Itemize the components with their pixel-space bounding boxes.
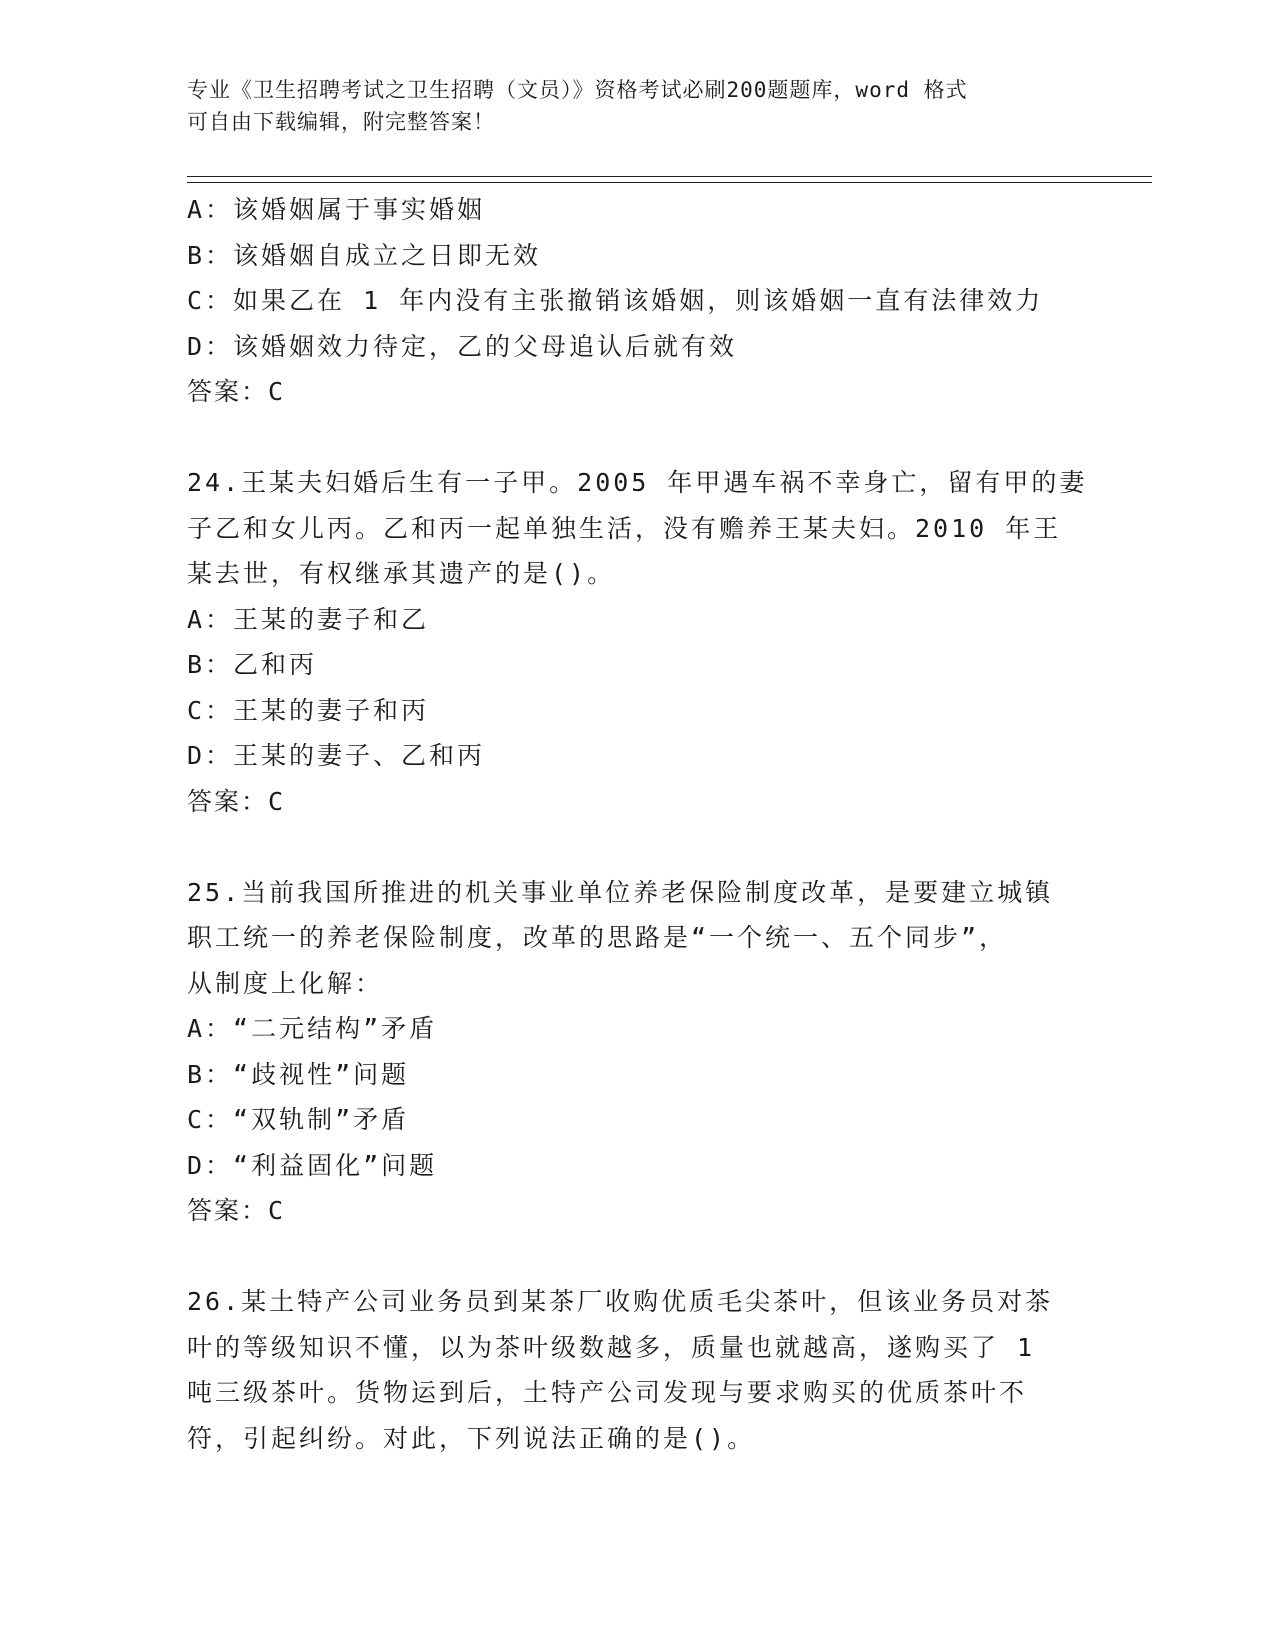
header-divider-top bbox=[187, 176, 1152, 177]
question-stem-line: 从制度上化解： bbox=[187, 968, 384, 998]
question-23 bbox=[187, 187, 1087, 415]
question-stem-line: 子乙和女儿丙。乙和丙一起单独生活，没有赡养王某夫妇。2010 年王 bbox=[187, 513, 1062, 543]
question-stem-line: 24.王某夫妇婚后生有一子甲。2005 年甲遇车祸不幸身亡，留有甲的妻 bbox=[187, 468, 1088, 497]
header-line-1: 专业《卫生招聘考试之卫生招聘（文员）》资格考试必刷200题题库，word 格式 bbox=[187, 78, 968, 102]
option-b: B：乙和丙 bbox=[187, 650, 318, 679]
header-divider-bottom bbox=[187, 182, 1152, 183]
option-a: A：王某的妻子和乙 bbox=[187, 604, 430, 634]
option-b: B：“歧视性”问题 bbox=[187, 1059, 410, 1089]
option-d: D：该婚姻效力待定，乙的父母追认后就有效 bbox=[187, 331, 738, 361]
answer: 答案：C bbox=[187, 377, 286, 406]
document-body bbox=[187, 187, 1087, 1461]
option-a: A：“二元结构”矛盾 bbox=[187, 1014, 438, 1043]
option-d: D：王某的妻子、乙和丙 bbox=[187, 741, 486, 770]
option-c: C：如果乙在 1 年内没有主张撤销该婚姻，则该婚姻一直有法律效力 bbox=[187, 286, 1044, 315]
question-24 bbox=[187, 460, 1087, 824]
question-stem-line: 某去世，有权继承其遗产的是()。 bbox=[187, 559, 616, 588]
option-c: C：“双轨制”矛盾 bbox=[187, 1105, 410, 1134]
answer: 答案：C bbox=[187, 786, 286, 816]
option-c: C：王某的妻子和丙 bbox=[187, 695, 430, 725]
question-stem-line: 职工统一的养老保险制度，改革的思路是“一个统一、五个同步”， bbox=[187, 923, 1008, 952]
question-stem-line: 叶的等级知识不懂，以为茶叶级数越多，质量也就越高，遂购买了 1 bbox=[187, 1332, 1036, 1362]
spacer bbox=[187, 1234, 1087, 1280]
question-stem-line: 26.某土特产公司业务员到某茶厂收购优质毛尖茶叶，但该业务员对茶 bbox=[187, 1287, 1054, 1316]
option-d: D：“利益固化”问题 bbox=[187, 1150, 438, 1180]
spacer bbox=[187, 824, 1087, 870]
question-stem-line: 25.当前我国所推进的机关事业单位养老保险制度改革，是要建立城镇 bbox=[187, 877, 1054, 907]
answer: 答案：C bbox=[187, 1196, 286, 1225]
spacer bbox=[187, 415, 1087, 461]
option-a: A：该婚姻属于事实婚姻 bbox=[187, 195, 486, 224]
question-25 bbox=[187, 870, 1087, 1234]
header-line-2: 可自由下载编辑，附完整答案！ bbox=[187, 110, 495, 134]
question-26 bbox=[187, 1279, 1087, 1461]
question-stem-line: 吨三级茶叶。货物运到后，土特产公司发现与要求购买的优质茶叶不 bbox=[187, 1378, 1028, 1407]
option-b: B：该婚姻自成立之日即无效 bbox=[187, 240, 542, 270]
document-header bbox=[187, 74, 1067, 138]
question-stem-line: 符，引起纠纷。对此，下列说法正确的是()。 bbox=[187, 1423, 756, 1453]
